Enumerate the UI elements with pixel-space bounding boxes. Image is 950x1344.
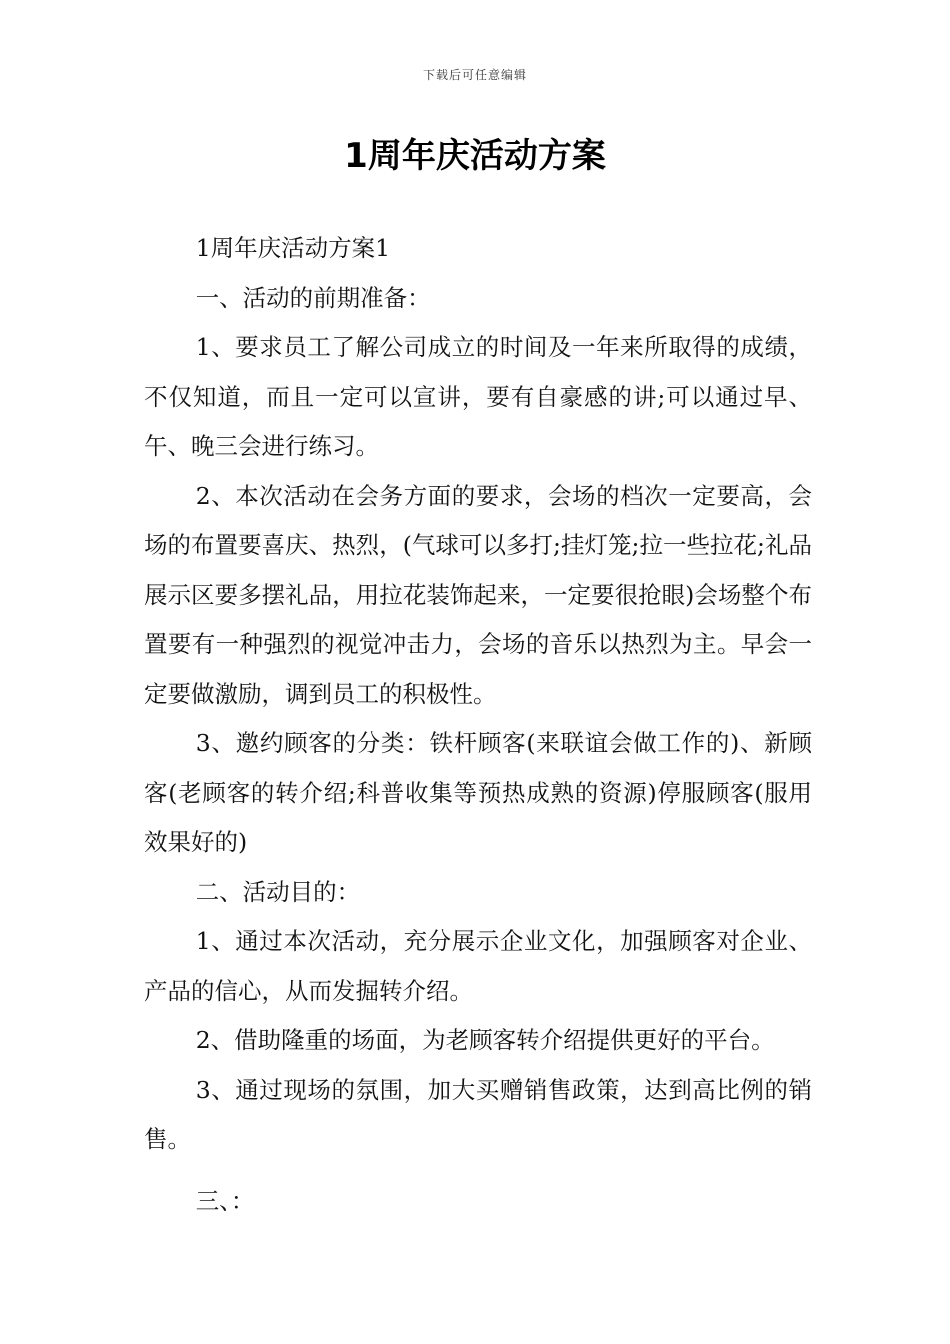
paragraph: 2、本次活动在会务方面的要求，会场的档次一定要高，会场的布置要喜庆、热烈，(气球可以多打;挂灯笼;拉一些拉花;礼品展示区要多摆礼品，用拉花装饰起来，一定要很抢眼)会场整个布置要有一种强烈的视觉冲击力，会场的音乐以热烈为主。早会一定要做激励，调到员工的积极性。 — [144, 481, 812, 708]
section-subtitle: 1周年庆活动方案1 — [195, 234, 391, 262]
paragraph: 2、借助隆重的场面，为老顾客转介绍提供更好的平台。 — [195, 1026, 775, 1054]
header-note: 下载后可任意编辑 — [422, 68, 527, 82]
section-heading-purpose: 二、活动目的： — [195, 877, 361, 906]
paragraph: 1、要求员工了解公司成立的时间及一年来所取得的成绩，不仅知道，而且一定可以宣讲，要有自豪感的讲;可以通过早、午、晚三会进行练习。 — [144, 333, 812, 460]
paragraph: 3、通过现场的氛围，加大买赠销售政策，达到高比例的销售。 — [144, 1075, 812, 1153]
document-body — [144, 224, 812, 1226]
section-heading-three: 三、： — [195, 1186, 255, 1215]
document-title: 1周年庆活动方案 — [344, 136, 606, 176]
section-heading-preparation: 一、活动的前期准备： — [195, 283, 431, 312]
paragraph: 1、通过本次活动，充分展示企业文化，加强顾客对企业、产品的信心，从而发掘转介绍。 — [144, 927, 812, 1005]
paragraph: 3、邀约顾客的分类：铁杆顾客(来联谊会做工作的)、新顾客(老顾客的转介绍;科普收集等预热成熟的资源)停服顾客(服用效果好的) — [144, 729, 812, 856]
